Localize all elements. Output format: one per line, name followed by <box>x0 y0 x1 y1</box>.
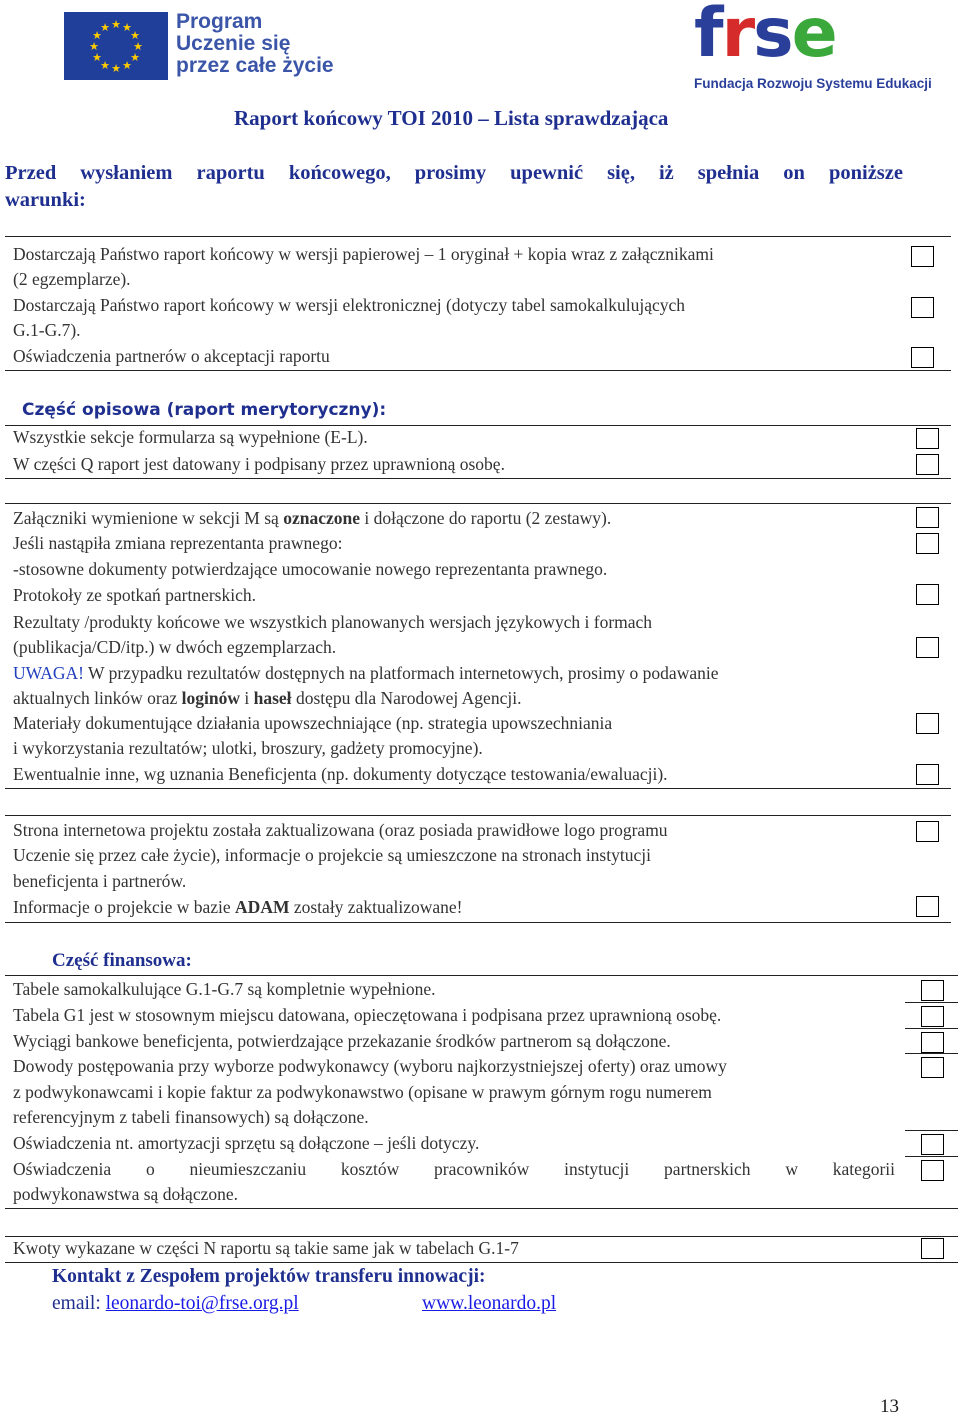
checklist-item-text: (2 egzemplarze). <box>13 269 131 289</box>
intro-line-1: Przed wysłaniem raportu końcowego, prosimy upewnić się, iż spełnia on poniższe <box>5 162 903 184</box>
checklist-item-text: Dowody postępowania przy wyborze podwykonawcy (wyboru najkorzystniejszej oferty) oraz umowy <box>13 1056 727 1076</box>
checklist-item-text: G.1-G.7). <box>13 320 81 340</box>
logo-line-3: przez całe życie <box>176 54 334 77</box>
checklist-item-text <box>13 506 611 531</box>
checkbox[interactable] <box>916 428 939 449</box>
checklist-item-text: podwykonawstwa są dołączone. <box>13 1184 239 1204</box>
checkbox[interactable] <box>921 1238 944 1259</box>
checkbox[interactable] <box>916 584 939 605</box>
divider <box>5 1208 958 1209</box>
text-part-bold: oznaczone <box>283 508 360 528</box>
checklist-item-text: Dostarczają Państwo raport końcowy w wersji elektronicznej (dotyczy tabel samokalkulujących <box>13 295 686 315</box>
checkbox[interactable] <box>916 896 939 917</box>
eu-flag-icon <box>64 12 168 80</box>
checklist-item-text: Materiały dokumentujące działania upowszechniające (np. strategia upowszechniania <box>13 713 613 733</box>
checklist-item-text: referencyjnym z tabeli finansowych) są dołączone. <box>13 1107 369 1127</box>
checkbox[interactable] <box>921 1006 944 1027</box>
logo-line-2: Uczenie się <box>176 32 291 55</box>
intro-line-2: warunki: <box>5 189 86 211</box>
svg-text:★: ★ <box>92 29 102 42</box>
divider <box>5 788 951 789</box>
text-part: aktualnych linków oraz <box>13 688 182 708</box>
svg-text:★: ★ <box>111 18 121 31</box>
checklist-item-text <box>13 895 462 920</box>
text-part: Informacje o projekcie w bazie <box>13 897 236 917</box>
divider <box>905 1156 958 1157</box>
page-title: Raport końcowy TOI 2010 – Lista sprawdzająca <box>234 106 669 130</box>
email-link[interactable]: leonardo-toi@frse.org.pl <box>105 1293 299 1314</box>
text-part: zostały zaktualizowane! <box>289 897 463 917</box>
contact-heading: Kontakt z Zespołem projektów transferu innowacji: <box>52 1266 486 1287</box>
svg-text:★: ★ <box>111 62 121 75</box>
checklist-item-text <box>13 686 521 711</box>
text-part-bold: haseł <box>253 688 292 708</box>
divider <box>5 922 951 923</box>
text-part: W przypadku rezultatów dostępnych na platformach internetowych, prosimy o podawanie <box>83 663 719 683</box>
checklist-item-text <box>13 661 718 686</box>
checklist-item-text: (publikacja/CD/itp.) w dwóch egzemplarzach. <box>13 637 337 657</box>
checklist-item-text: Oświadczenia nt. amortyzacji sprzętu są dołączone – jeśli dotyczy. <box>13 1133 480 1153</box>
checkbox[interactable] <box>916 637 939 658</box>
checklist-item-text: -stosowne dokumenty potwierdzające umocowanie nowego reprezentanta prawnego. <box>13 559 608 579</box>
divider <box>5 503 951 504</box>
checklist-item-text: Oświadczenia partnerów o akceptacji raportu <box>13 346 330 366</box>
checkbox[interactable] <box>916 454 939 475</box>
divider <box>5 815 951 816</box>
svg-text:★: ★ <box>130 51 140 64</box>
text-part-bold: ADAM <box>235 897 290 917</box>
frse-letters: frse <box>694 0 836 73</box>
page-number: 13 <box>880 1396 899 1417</box>
text-part: i <box>240 688 254 708</box>
checkbox[interactable] <box>916 821 939 842</box>
svg-text:★: ★ <box>130 29 140 42</box>
warning-label: UWAGA! <box>13 663 84 683</box>
text-part: dostępu dla Narodowej Agencji. <box>291 688 522 708</box>
contact-line <box>52 1293 299 1315</box>
divider <box>5 236 951 237</box>
checklist-item-text: Rezultaty /produkty końcowe we wszystkich planowanych wersjach językowych i formach <box>13 612 653 632</box>
checkbox[interactable] <box>911 347 934 368</box>
frse-logo <box>692 0 946 98</box>
email-label: email: <box>52 1293 106 1314</box>
checklist-item-text: Oświadczenia o nieumieszczaniu kosztów pracowników instytucji partnerskich w kategorii <box>13 1159 895 1179</box>
checklist-item-text: Kwoty wykazane w części N raportu są takie same jak w tabelach G.1-7 <box>13 1238 519 1258</box>
checklist-item-text: Tabele samokalkulujące G.1-G.7 są kompletnie wypełnione. <box>13 979 436 999</box>
checklist-item-text: beneficjenta i partnerów. <box>13 871 187 891</box>
checklist-item-text: Wyciągi bankowe beneficjenta, potwierdzające przekazanie środków partnerom są dołączone. <box>13 1031 671 1051</box>
svg-text:★: ★ <box>122 21 132 34</box>
checklist-item-text: z podwykonawcami i kopie faktur za podwykonawstwo (opisane w prawym górnym rogu numerem <box>13 1082 712 1102</box>
text-part-bold: loginów <box>181 688 240 708</box>
logo-line-1: Program <box>176 10 263 33</box>
checkbox[interactable] <box>916 533 939 554</box>
divider <box>905 1053 958 1054</box>
checkbox[interactable] <box>921 1160 944 1181</box>
checklist-item-text: Wszystkie sekcje formularza są wypełnione (E-L). <box>13 427 368 447</box>
section-heading-financial: Część finansowa: <box>52 950 192 971</box>
website-link[interactable]: www.leonardo.pl <box>422 1293 557 1314</box>
divider <box>905 1130 958 1131</box>
checkbox[interactable] <box>916 507 939 528</box>
svg-text:★: ★ <box>122 59 132 72</box>
checkbox[interactable] <box>921 1134 944 1155</box>
checkbox[interactable] <box>911 246 934 267</box>
svg-text:★: ★ <box>100 21 110 34</box>
checklist-item-text: Dostarczają Państwo raport końcowy w wersji papierowej – 1 oryginał + kopia wraz z załącznikami <box>13 244 714 264</box>
checklist-item-text: Protokoły ze spotkań partnerskich. <box>13 585 257 605</box>
section-heading-descriptive: Część opisowa (raport merytoryczny): <box>22 400 387 420</box>
divider <box>905 1028 958 1029</box>
svg-text:★: ★ <box>100 59 110 72</box>
text-part: i dołączone do raportu (2 zestawy). <box>360 508 612 528</box>
checklist-item-text: Strona internetowa projektu została zaktualizowana (oraz posiada prawidłowe logo programu <box>13 820 668 840</box>
divider <box>5 975 958 976</box>
checkbox[interactable] <box>921 980 944 1001</box>
checkbox[interactable] <box>916 764 939 785</box>
program-logo-text <box>176 11 334 77</box>
checklist-item-text: Uczenie się przez całe życie), informacje o projekcie są umieszczone na stronach instytucji <box>13 845 651 865</box>
checklist-item-text: i wykorzystania rezultatów; ulotki, broszury, gadżety promocyjne). <box>13 738 483 758</box>
intro-text <box>5 160 903 214</box>
frse-caption: Fundacja Rozwoju Systemu Edukacji <box>694 76 932 91</box>
checkbox[interactable] <box>916 713 939 734</box>
checkbox[interactable] <box>911 297 934 318</box>
checkbox[interactable] <box>921 1032 944 1053</box>
eu-logo <box>64 12 350 82</box>
checklist-item-text: Ewentualnie inne, wg uznania Beneficjenta (np. dokumenty dotyczące testowania/ewaluacji). <box>13 764 668 784</box>
checklist-item-text: Jeśli nastąpiła zmiana reprezentanta prawnego: <box>13 533 343 553</box>
checkbox[interactable] <box>921 1057 944 1078</box>
text-part: Załączniki wymienione w sekcji M są <box>13 508 284 528</box>
checklist-item-text: W części Q raport jest datowany i podpisany przez uprawnioną osobę. <box>13 454 505 474</box>
svg-text:★: ★ <box>89 40 99 53</box>
divider <box>5 1262 958 1263</box>
divider <box>5 478 951 479</box>
svg-text:★: ★ <box>133 40 143 53</box>
divider <box>905 1002 958 1003</box>
svg-text:★: ★ <box>92 51 102 64</box>
divider <box>5 370 951 371</box>
checklist-item-text: Tabela G1 jest w stosownym miejscu datowana, opieczętowana i podpisana przez uprawnioną osobę. <box>13 1005 722 1025</box>
